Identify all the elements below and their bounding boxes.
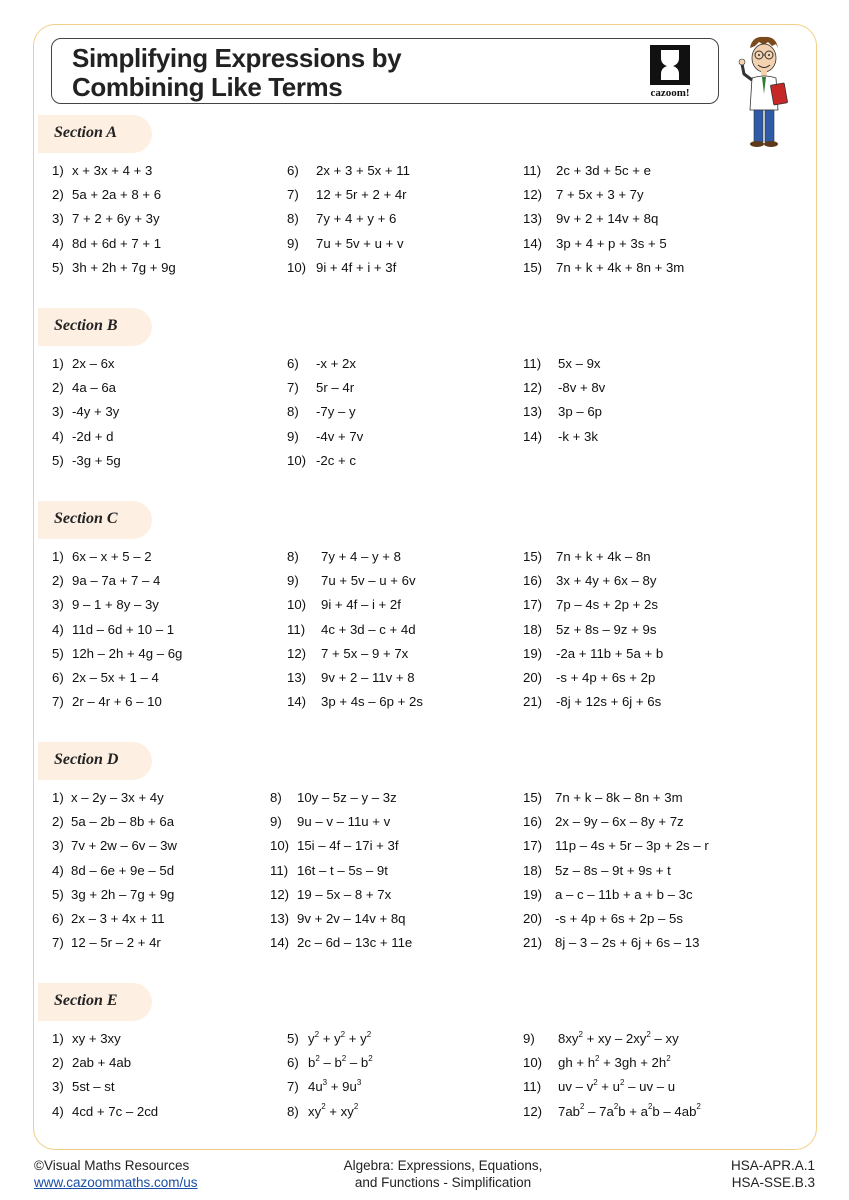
question-expression: 9 – 1 + 8y – 3y xyxy=(72,597,159,613)
question-expression: 5x – 9x xyxy=(558,356,601,371)
question-number: 8) xyxy=(287,211,299,227)
question-number: 6) xyxy=(52,910,64,926)
question-expression: -2a + 11b + 5a + b xyxy=(556,645,664,661)
question-expression: -4y + 3y xyxy=(72,404,120,420)
title-box xyxy=(51,38,719,104)
question-number: 3) xyxy=(52,597,64,613)
question-item xyxy=(287,1075,373,1099)
question-item xyxy=(523,545,663,569)
question-number: 9) xyxy=(287,573,299,589)
question-item xyxy=(523,883,709,907)
question-item xyxy=(52,400,121,424)
question-item xyxy=(523,1051,701,1075)
question-item xyxy=(287,666,423,690)
question-number: 15) xyxy=(523,790,543,805)
question-number: 9) xyxy=(287,235,299,251)
section-header xyxy=(38,115,152,153)
question-expression: 4c + 3d – c + 4d xyxy=(321,621,416,637)
question-item xyxy=(52,1100,158,1124)
question-number: 4) xyxy=(52,862,64,878)
question-expression: 3p – 6p xyxy=(558,404,602,420)
question-item xyxy=(523,207,684,231)
question-item xyxy=(523,618,663,642)
question-expression: 7n + k + 4k + 8n + 3m xyxy=(556,259,685,275)
question-item xyxy=(523,666,663,690)
question-item xyxy=(523,1100,701,1124)
question-expression: 2ab + 4ab xyxy=(72,1055,132,1071)
question-number: 14) xyxy=(523,428,543,444)
question-column xyxy=(270,786,412,955)
section-header xyxy=(38,308,152,346)
question-expression: gh + $h^2 + 3gh + 2h^2$ xyxy=(558,1053,671,1071)
question-item xyxy=(523,859,709,883)
question-number: 8) xyxy=(287,549,299,564)
question-item xyxy=(52,834,177,858)
question-item xyxy=(523,1027,701,1051)
website-link[interactable]: www.cazoommaths.com/us xyxy=(34,1175,198,1190)
question-expression: 2x + 3 + 5x + 11 xyxy=(316,163,410,178)
question-number: 13) xyxy=(523,211,543,227)
standard-code-1: HSA-APR.A.1 xyxy=(730,1158,815,1173)
question-item xyxy=(287,232,410,256)
question-number: 13) xyxy=(270,910,290,926)
question-item xyxy=(287,400,363,424)
question-expression: $xy^2 + xy^2$ xyxy=(308,1102,359,1119)
question-item xyxy=(52,931,177,955)
question-item xyxy=(287,1027,373,1051)
footer-left xyxy=(34,1157,198,1191)
question-item xyxy=(287,256,410,280)
question-item xyxy=(523,183,684,207)
question-number: 10) xyxy=(287,452,307,468)
question-expression: 4cd + 7c – 2cd xyxy=(72,1103,159,1119)
question-number: 13) xyxy=(287,669,307,685)
question-item xyxy=(287,425,363,449)
question-number: 10) xyxy=(287,259,307,275)
question-number: 4) xyxy=(52,1103,64,1119)
question-item xyxy=(287,593,423,617)
question-expression: 5z – 8s – 9t + 9s + t xyxy=(555,862,671,878)
question-expression: 2x – 5x + 1 – 4 xyxy=(72,669,159,685)
question-number: 2) xyxy=(52,187,64,203)
question-number: 9) xyxy=(523,1031,535,1046)
question-item xyxy=(523,786,709,810)
question-number: 8) xyxy=(287,1103,299,1119)
question-number: 7) xyxy=(287,187,299,203)
question-item xyxy=(52,232,176,256)
question-item xyxy=(287,449,363,473)
question-expression: 3p + 4s – 6p + 2s xyxy=(321,694,423,710)
question-expression: 11p – 4s + 5r – 3p + 2s – r xyxy=(555,838,709,854)
question-item xyxy=(523,931,709,955)
question-expression: 2c + 3d + 5c + e xyxy=(556,163,651,178)
hourglass-icon xyxy=(638,43,702,87)
question-number: 15) xyxy=(523,259,543,275)
question-expression: 12 + 5r + 2 + 4r xyxy=(316,187,407,203)
question-expression: x + 3x + 4 + 3 xyxy=(72,163,153,178)
question-expression: 2c – 6d – 13c + 11e xyxy=(297,935,413,951)
question-expression: 9v + 2 – 11v + 8 xyxy=(321,669,415,685)
question-expression: 7 + 5x – 9 + 7x xyxy=(321,645,409,661)
question-number: 2) xyxy=(52,380,64,396)
question-expression: 8j – 3 – 2s + 6j + 6s – 13 xyxy=(555,935,700,951)
question-expression: 9v + 2v – 14v + 8q xyxy=(297,910,406,926)
question-expression: 3p + 4 + p + 3s + 5 xyxy=(556,235,667,251)
question-item xyxy=(52,1051,158,1075)
question-number: 8) xyxy=(287,404,299,420)
question-expression: 7p – 4s + 2p + 2s xyxy=(556,597,658,613)
question-expression: 2x – 3 + 4x + 11 xyxy=(71,910,165,926)
section-label: Section A xyxy=(54,124,117,141)
question-number: 12) xyxy=(287,645,307,661)
question-item xyxy=(523,810,709,834)
question-item xyxy=(523,907,709,931)
question-item xyxy=(287,207,410,231)
question-expression: 6x – x + 5 – 2 xyxy=(72,549,152,564)
question-expression: -4v + 7v xyxy=(316,428,364,444)
question-expression: 7v + 2w – 6v – 3w xyxy=(71,838,177,854)
section-header xyxy=(38,501,152,539)
question-expression: -3g + 5g xyxy=(72,452,121,468)
standard-code-2: HSA-SSE.B.3 xyxy=(731,1175,815,1190)
question-expression: 9a – 7a + 7 – 4 xyxy=(72,573,161,589)
question-expression: x – 2y – 3x + 4y xyxy=(71,790,164,805)
question-number: 5) xyxy=(52,452,64,468)
question-expression: -s + 4p + 6s + 2p xyxy=(556,669,656,685)
question-number: 7) xyxy=(52,935,64,951)
question-item xyxy=(287,376,363,400)
question-item xyxy=(287,642,423,666)
section-label: Section D xyxy=(54,751,119,768)
question-expression: 7 + 5x + 3 + 7y xyxy=(556,187,644,203)
topic-line-2: and Functions - Simplification xyxy=(354,1175,532,1190)
question-item xyxy=(52,786,177,810)
question-column xyxy=(523,352,605,449)
question-expression: 9i + 4f + i + 3f xyxy=(316,259,397,275)
footer-topic xyxy=(333,1157,553,1191)
question-column xyxy=(287,159,410,280)
question-number: 7) xyxy=(287,1079,299,1095)
question-expression: 15i – 4f – 17i + 3f xyxy=(297,838,399,854)
worksheet-title xyxy=(72,44,592,102)
question-number: 2) xyxy=(52,573,64,589)
question-number: 11) xyxy=(523,356,542,371)
question-number: 17) xyxy=(523,838,543,854)
question-expression: uv – $v^2 + u^2$ – uv – u xyxy=(558,1077,676,1095)
question-expression: 5a + 2a + 8 + 6 xyxy=(72,187,162,203)
question-expression: 12 – 5r – 2 + 4r xyxy=(71,935,161,951)
question-number: 11) xyxy=(287,621,306,637)
question-item xyxy=(287,159,410,183)
question-item xyxy=(52,883,177,907)
question-number: 4) xyxy=(52,235,64,251)
question-item xyxy=(52,449,121,473)
question-item xyxy=(287,352,363,376)
question-number: 5) xyxy=(52,645,64,661)
question-expression: 5st – st xyxy=(72,1079,115,1095)
question-number: 12) xyxy=(523,187,543,203)
question-item xyxy=(270,931,412,955)
question-expression: 9v + 2 + 14v + 8q xyxy=(556,211,659,227)
question-number: 1) xyxy=(52,549,64,564)
question-expression: 8d – 6e + 9e – 5d xyxy=(71,862,175,878)
question-number: 9) xyxy=(287,428,299,444)
question-number: 8) xyxy=(270,790,282,805)
question-expression: 9u – v – 11u + v xyxy=(297,814,391,830)
footer-standards xyxy=(731,1157,815,1191)
question-column xyxy=(287,545,423,714)
question-number: 16) xyxy=(523,573,543,589)
question-item xyxy=(52,1027,158,1051)
question-expression: xy + 3xy xyxy=(72,1031,121,1046)
question-item xyxy=(287,618,423,642)
copyright-text: ©Visual Maths Resources xyxy=(34,1158,190,1173)
section-header xyxy=(38,983,152,1021)
question-number: 2) xyxy=(52,814,64,830)
question-expression: -2c + c xyxy=(316,452,356,468)
question-number: 19) xyxy=(523,886,543,902)
question-item xyxy=(523,256,684,280)
question-item xyxy=(523,352,605,376)
question-number: 6) xyxy=(52,669,64,685)
section-label: Section B xyxy=(54,317,118,334)
question-item xyxy=(52,425,121,449)
cazoom-logo xyxy=(638,43,702,99)
title-line-2: Combining Like Terms xyxy=(72,72,343,102)
question-number: 1) xyxy=(52,356,64,371)
question-number: 20) xyxy=(523,910,543,926)
question-number: 4) xyxy=(52,428,64,444)
question-number: 3) xyxy=(52,211,64,227)
question-expression: -x + 2x xyxy=(316,356,356,371)
question-expression: 3h + 2h + 7g + 9g xyxy=(72,259,176,275)
question-number: 7) xyxy=(287,380,299,396)
question-item xyxy=(52,352,121,376)
question-expression: $b^2 - b^2 - b^2$ xyxy=(308,1053,373,1071)
question-expression: 11d – 6d + 10 – 1 xyxy=(72,621,175,637)
question-expression: 7n + k + 4k – 8n xyxy=(556,549,651,564)
question-item xyxy=(287,690,423,714)
question-item xyxy=(270,834,412,858)
question-number: 3) xyxy=(52,404,64,420)
question-item xyxy=(52,183,176,207)
question-number: 6) xyxy=(287,163,299,178)
question-item xyxy=(523,593,663,617)
question-number: 1) xyxy=(52,163,64,178)
question-item xyxy=(270,859,412,883)
question-expression: 7u + 5v – u + 6v xyxy=(321,573,416,589)
title-line-1: Simplifying Expressions by xyxy=(72,43,402,73)
question-item xyxy=(523,1075,701,1099)
question-number: 12) xyxy=(523,380,543,396)
question-expression: -7y – y xyxy=(316,404,356,420)
question-number: 10) xyxy=(523,1055,543,1071)
question-item xyxy=(523,690,663,714)
question-expression: 10y – 5z – y – 3z xyxy=(297,790,397,805)
question-item xyxy=(523,376,605,400)
question-number: 12) xyxy=(523,1103,543,1119)
question-expression: a – c – 11b + a + b – 3c xyxy=(555,886,693,902)
question-item xyxy=(523,834,709,858)
question-item xyxy=(270,883,412,907)
question-number: 5) xyxy=(287,1031,299,1046)
question-number: 2) xyxy=(52,1055,64,1071)
question-column xyxy=(287,352,363,473)
question-number: 18) xyxy=(523,621,543,637)
section-header xyxy=(38,742,152,780)
question-column xyxy=(52,786,177,955)
question-number: 7) xyxy=(52,694,64,710)
question-number: 21) xyxy=(523,694,543,710)
question-number: 11) xyxy=(523,163,542,178)
question-number: 4) xyxy=(52,621,64,637)
section-label: Section C xyxy=(54,510,118,527)
question-expression: $8xy^2$ + xy – $2xy^2$ – xy xyxy=(558,1029,679,1046)
question-number: 9) xyxy=(270,814,282,830)
question-expression: 7n + k – 8k – 8n + 3m xyxy=(555,790,683,805)
question-number: 14) xyxy=(523,235,543,251)
question-expression: 2r – 4r + 6 – 10 xyxy=(72,694,162,710)
question-item xyxy=(523,425,605,449)
question-item xyxy=(52,593,182,617)
question-expression: 12h – 2h + 4g – 6g xyxy=(72,645,183,661)
question-expression: 5a – 2b – 8b + 6a xyxy=(71,814,175,830)
teacher-mascot-icon xyxy=(738,34,792,150)
question-item xyxy=(52,859,177,883)
question-item xyxy=(52,159,176,183)
question-number: 3) xyxy=(52,838,64,854)
topic-line-1: Algebra: Expressions, Equations, xyxy=(343,1158,543,1173)
question-item xyxy=(52,256,176,280)
question-column xyxy=(52,352,121,473)
question-item xyxy=(270,907,412,931)
question-expression: 8d + 6d + 7 + 1 xyxy=(72,235,162,251)
question-number: 1) xyxy=(52,1031,64,1046)
question-expression: $4u^3 + 9u^3$ xyxy=(308,1077,362,1095)
question-expression: -k + 3k xyxy=(558,428,598,444)
question-expression: 19 – 5x – 8 + 7x xyxy=(297,886,392,902)
question-item xyxy=(52,545,182,569)
question-expression: 9i + 4f – i + 2f xyxy=(321,597,401,613)
question-item xyxy=(523,400,605,424)
question-expression: 16t – t – 5s – 9t xyxy=(297,862,388,878)
question-item xyxy=(523,159,684,183)
question-number: 19) xyxy=(523,645,543,661)
question-expression: 2x – 6x xyxy=(72,356,115,371)
question-number: 20) xyxy=(523,669,543,685)
question-item xyxy=(287,1100,373,1124)
question-column xyxy=(52,159,176,280)
question-expression: -s + 4p + 6s + 2p – 5s xyxy=(555,910,683,926)
question-column xyxy=(52,545,182,714)
question-expression: $7ab^2 - 7a^2b + a^2b - 4ab^2$ xyxy=(558,1102,701,1119)
question-expression: 2x – 9y – 6x – 8y + 7z xyxy=(555,814,684,830)
question-item xyxy=(270,786,412,810)
logo-text: cazoom! xyxy=(650,87,690,99)
question-item xyxy=(52,642,182,666)
question-expression: 3g + 2h – 7g + 9g xyxy=(71,886,175,902)
question-number: 14) xyxy=(287,694,307,710)
question-column xyxy=(523,786,709,955)
question-number: 6) xyxy=(287,1055,299,1071)
question-item xyxy=(523,569,663,593)
question-expression: 5z + 8s – 9z + 9s xyxy=(556,621,657,637)
question-number: 10) xyxy=(287,597,307,613)
question-item xyxy=(523,232,684,256)
question-number: 16) xyxy=(523,814,543,830)
question-item xyxy=(52,690,182,714)
question-number: 1) xyxy=(52,790,64,805)
question-expression: 7y + 4 – y + 8 xyxy=(321,549,401,564)
question-number: 11) xyxy=(523,1079,542,1095)
question-number: 15) xyxy=(523,549,543,564)
question-item xyxy=(287,545,423,569)
question-item xyxy=(52,1075,158,1099)
question-column xyxy=(523,1027,701,1124)
question-item xyxy=(523,642,663,666)
question-item xyxy=(270,810,412,834)
question-expression: 5r – 4r xyxy=(316,380,355,396)
question-number: 5) xyxy=(52,259,64,275)
question-expression: -2d + d xyxy=(72,428,114,444)
question-item xyxy=(52,569,182,593)
question-number: 17) xyxy=(523,597,543,613)
question-item xyxy=(52,207,176,231)
question-column xyxy=(523,159,684,280)
question-item xyxy=(52,907,177,931)
question-expression: 4a – 6a xyxy=(72,380,116,396)
question-number: 13) xyxy=(523,404,543,420)
question-item xyxy=(52,376,121,400)
question-number: 11) xyxy=(270,862,289,878)
question-column xyxy=(523,545,663,714)
question-item xyxy=(287,1051,373,1075)
question-number: 18) xyxy=(523,862,543,878)
question-number: 6) xyxy=(287,356,299,371)
question-item xyxy=(52,810,177,834)
question-item xyxy=(52,618,182,642)
question-number: 10) xyxy=(270,838,290,854)
question-item xyxy=(52,666,182,690)
question-expression: 7y + 4 + y + 6 xyxy=(316,211,397,227)
question-number: 12) xyxy=(270,886,290,902)
question-expression: 3x + 4y + 6x – 8y xyxy=(556,573,657,589)
question-number: 3) xyxy=(52,1079,64,1095)
question-number: 14) xyxy=(270,935,290,951)
question-expression: 7u + 5v + u + v xyxy=(316,235,404,251)
section-label: Section E xyxy=(54,992,118,1009)
question-number: 21) xyxy=(523,935,543,951)
question-expression: $y^2 + y^2 + y^2$ xyxy=(308,1029,372,1046)
question-expression: -8j + 12s + 6j + 6s xyxy=(556,694,662,710)
question-expression: 7 + 2 + 6y + 3y xyxy=(72,211,160,227)
question-column xyxy=(287,1027,373,1124)
question-number: 5) xyxy=(52,886,64,902)
question-column xyxy=(52,1027,158,1124)
question-item xyxy=(287,569,423,593)
question-item xyxy=(287,183,410,207)
question-expression: -8v + 8v xyxy=(558,380,606,396)
